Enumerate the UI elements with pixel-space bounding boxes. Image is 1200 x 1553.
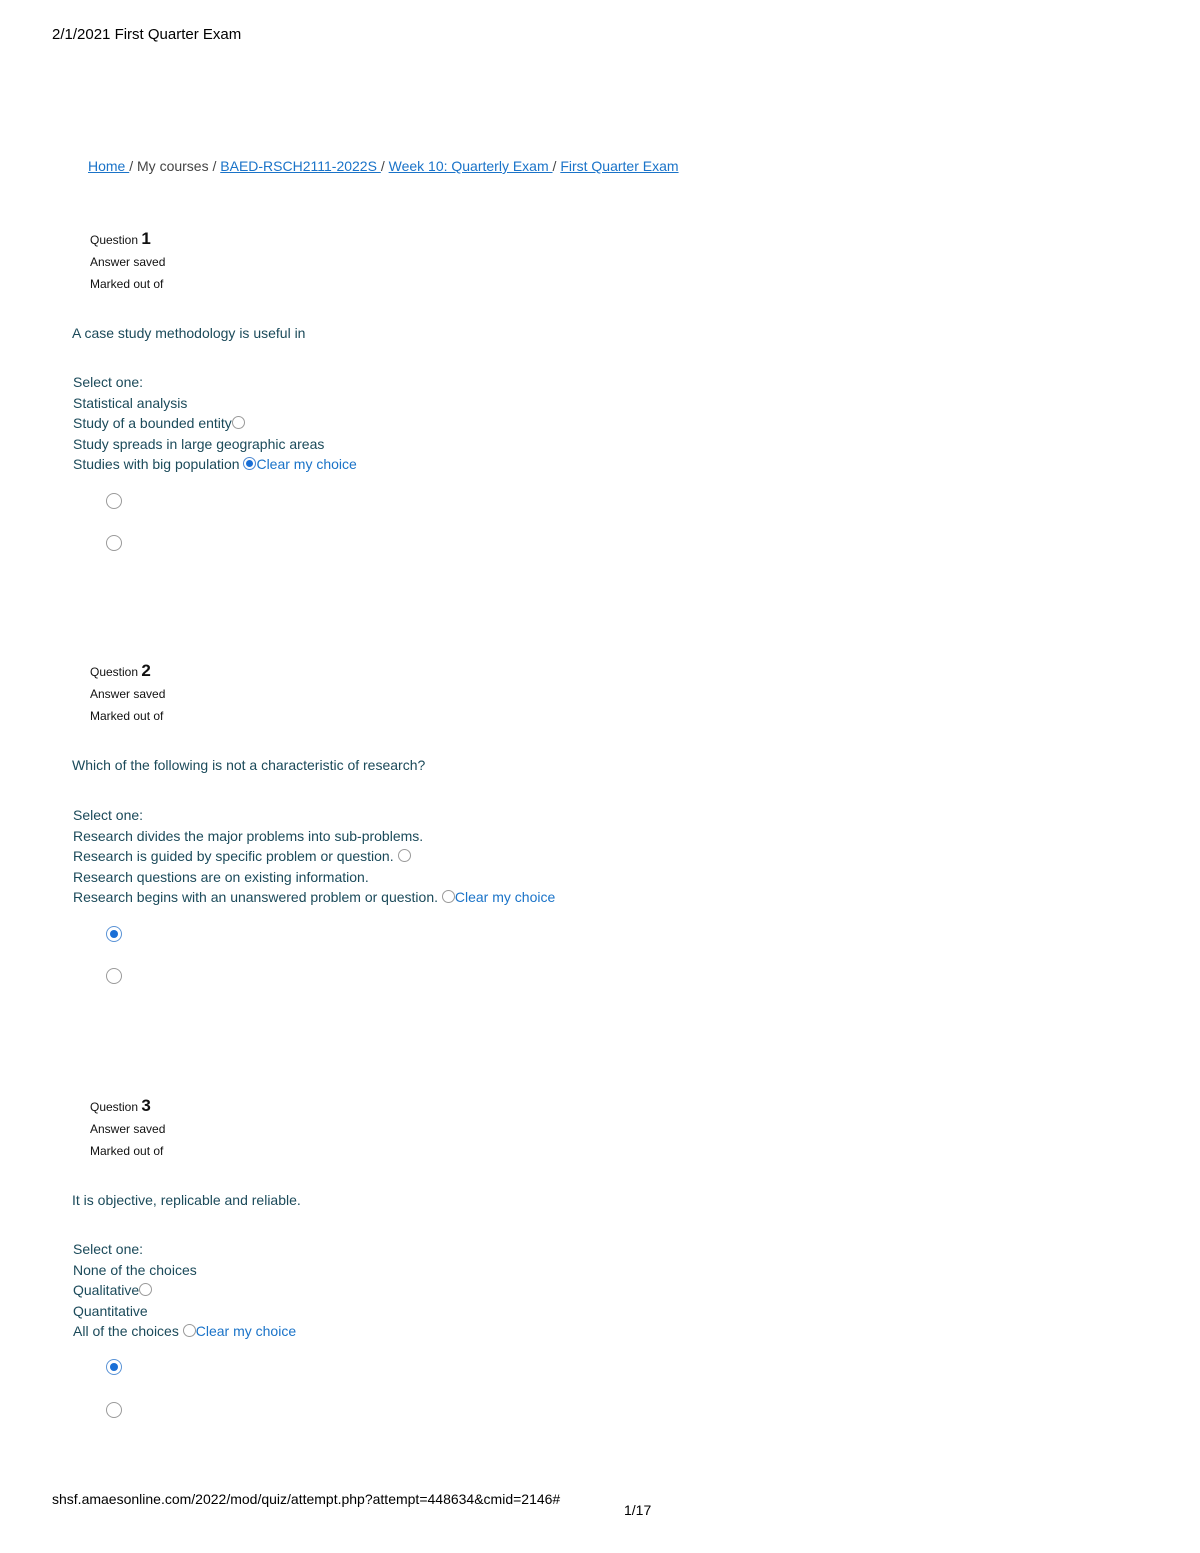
answer-status: Answer saved <box>90 255 166 269</box>
clear-choice-link[interactable]: Clear my choice <box>256 456 357 472</box>
breadcrumb-week[interactable]: Week 10: Quarterly Exam <box>388 158 553 174</box>
answer-status: Answer saved <box>90 687 166 701</box>
option-label[interactable]: Research is guided by specific problem or question. <box>73 848 394 864</box>
select-one-label: Select one: <box>73 807 144 823</box>
breadcrumb-home[interactable]: Home <box>88 158 130 174</box>
radio-button[interactable] <box>106 1402 122 1418</box>
question-info-2 <box>90 660 165 727</box>
option-label[interactable]: None of the choices <box>73 1261 197 1278</box>
option-label[interactable]: Studies with big population <box>73 456 240 472</box>
option-label[interactable]: Quantitative <box>73 1302 148 1319</box>
clear-choice-link[interactable]: Clear my choice <box>454 889 556 905</box>
radio-button[interactable] <box>139 1283 152 1296</box>
print-title: First Quarter Exam <box>114 26 242 43</box>
page-number: 1/17 <box>624 1502 652 1518</box>
option-label[interactable]: Study of a bounded entity <box>73 415 232 431</box>
marked-out-of: Marked out of <box>90 277 164 291</box>
option-label[interactable]: Research begins with an unanswered problem or question. <box>73 889 438 905</box>
question-text-2: Which of the following is not a characteristic of research? <box>72 757 426 773</box>
radio-button[interactable] <box>106 535 122 551</box>
marked-out-of: Marked out of <box>90 1144 164 1158</box>
answer-status: Answer saved <box>90 1122 166 1136</box>
print-header <box>52 26 241 43</box>
option-label[interactable]: Statistical analysis <box>73 394 188 411</box>
breadcrumb-course[interactable]: BAED-RSCH2111-2022S <box>220 158 381 174</box>
breadcrumb: Home / My courses / BAED-RSCH2111-2022S / Week 10: Quarterly Exam / First Quarter Exam <box>88 158 679 174</box>
radio-button[interactable] <box>183 1324 196 1337</box>
marked-out-of: Marked out of <box>90 709 164 723</box>
answer-block-3 <box>73 1239 296 1342</box>
print-footer-url: shsf.amaesonline.com/2022/mod/quiz/attempt.php?attempt=448634&cmid=2146# <box>52 1491 561 1507</box>
question-label: Question <box>90 233 139 247</box>
radio-button[interactable] <box>442 890 455 903</box>
radio-button[interactable] <box>398 849 411 862</box>
radio-button[interactable] <box>106 493 122 509</box>
question-info-3 <box>90 1095 165 1162</box>
radio-button-selected[interactable] <box>243 457 256 470</box>
option-label[interactable]: Research questions are on existing information. <box>73 868 369 885</box>
breadcrumb-my-courses: My courses <box>137 158 209 174</box>
select-one-label: Select one: <box>73 1241 144 1257</box>
radio-button-selected[interactable] <box>106 926 122 942</box>
option-label[interactable]: Qualitative <box>73 1282 140 1298</box>
print-date: 2/1/2021 <box>52 26 111 43</box>
question-label: Question <box>90 1100 139 1114</box>
answer-block-2 <box>73 805 555 908</box>
radio-button[interactable] <box>232 416 245 429</box>
question-text-3: It is objective, replicable and reliable. <box>72 1192 301 1208</box>
option-label[interactable]: Study spreads in large geographic areas <box>73 435 325 452</box>
question-number: 1 <box>141 229 151 248</box>
question-number: 3 <box>141 1096 151 1115</box>
question-number: 2 <box>141 661 151 680</box>
radio-button-selected[interactable] <box>106 1359 122 1375</box>
clear-choice-link[interactable]: Clear my choice <box>195 1323 297 1339</box>
question-text-1: A case study methodology is useful in <box>72 325 306 341</box>
option-label[interactable]: All of the choices <box>73 1323 179 1339</box>
select-one-label: Select one: <box>73 374 144 390</box>
question-label: Question <box>90 665 139 679</box>
option-label[interactable]: Research divides the major problems into sub-problems. <box>73 827 424 844</box>
radio-button[interactable] <box>106 968 122 984</box>
question-info-1 <box>90 228 165 295</box>
breadcrumb-quiz[interactable]: First Quarter Exam <box>560 158 679 174</box>
answer-block-1 <box>73 372 357 475</box>
